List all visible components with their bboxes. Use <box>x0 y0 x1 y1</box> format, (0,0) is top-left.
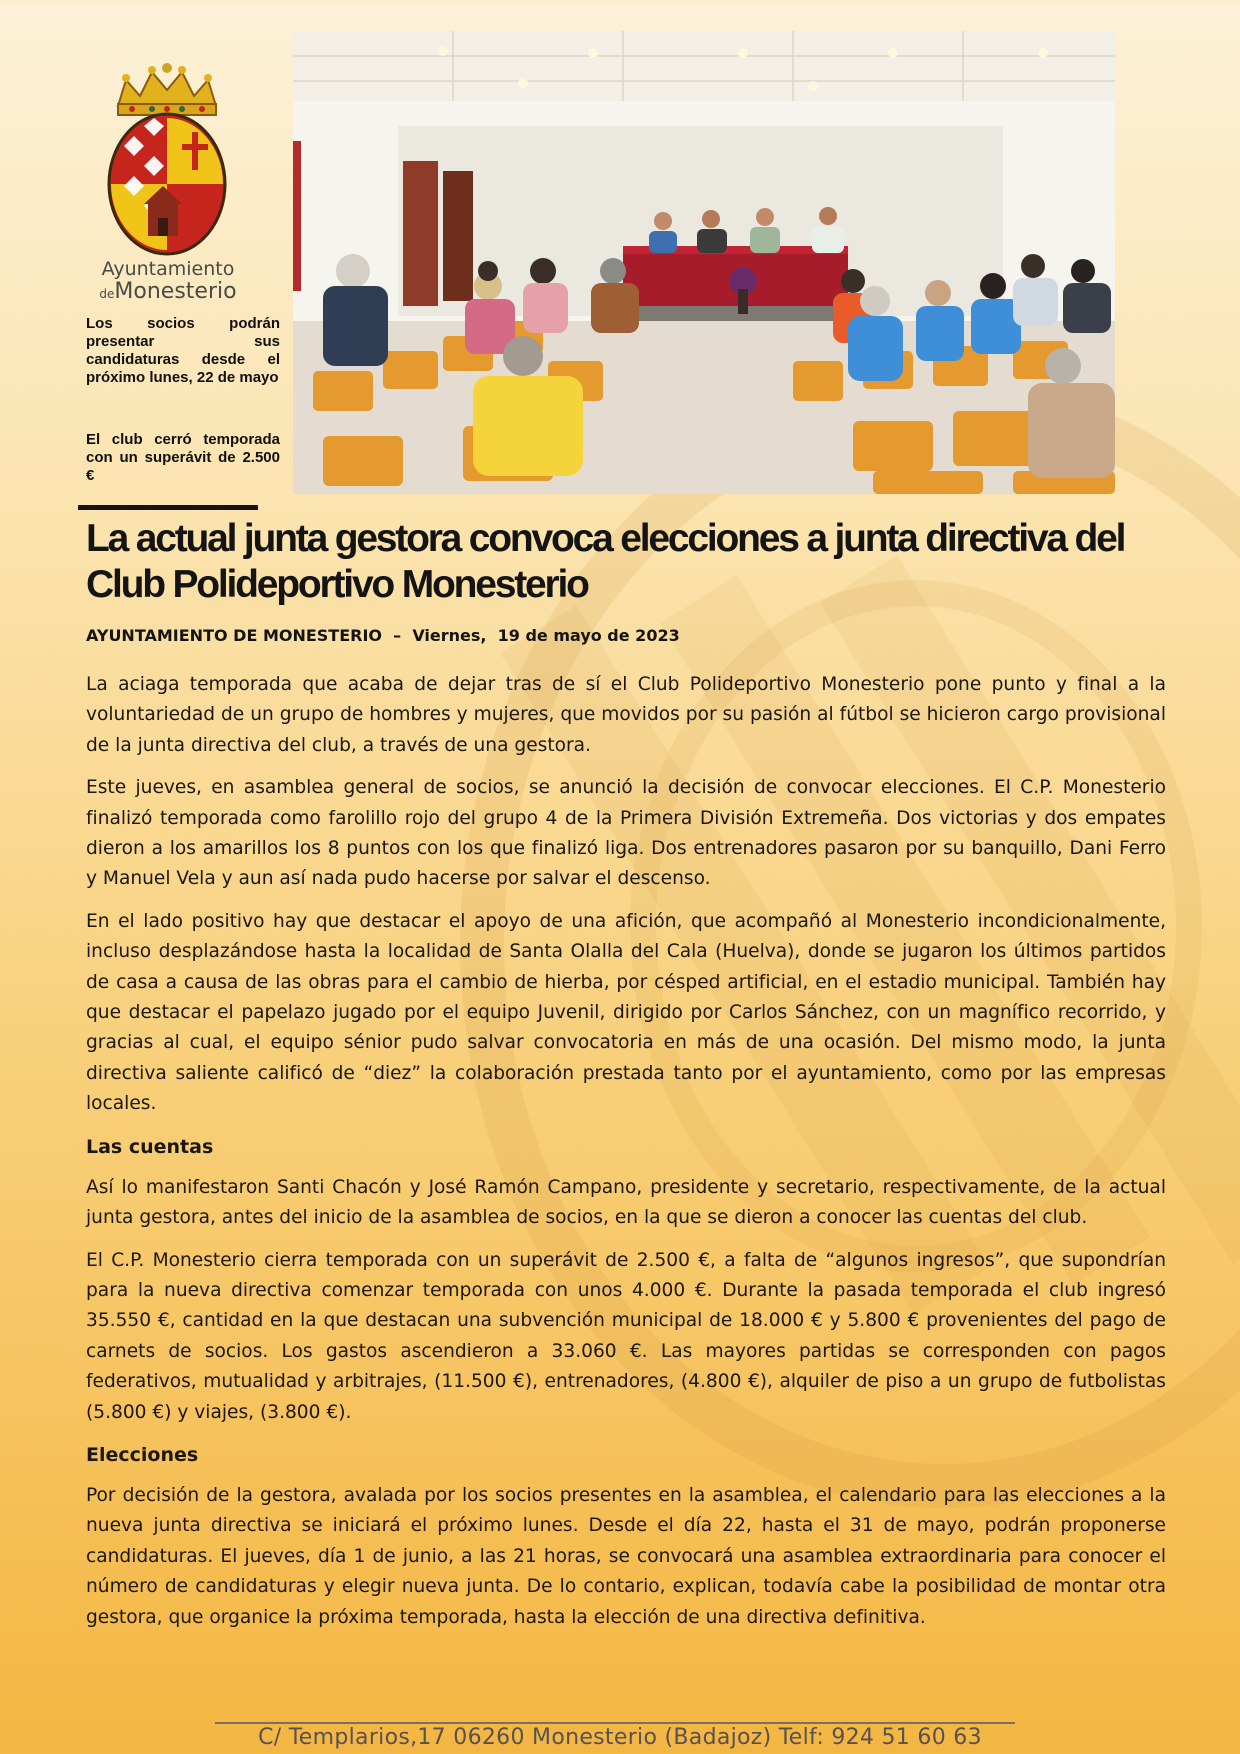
municipality-name <box>78 260 258 303</box>
municipality-name-line2: Monesterio <box>114 278 237 304</box>
article-paragraph: Este jueves, en asamblea general de socios, se anunció la decisión de convocar elecciones. El C.P. Monesterio finalizó temporada como farolillo rojo del grupo 4 de la Primera División Extremeña. Dos victorias y dos empates dieron a los amarillos los 8 puntos con los que finalizó liga. Dos entrenadores pasaron por su banquillo, Dani Ferro y Manuel Vela y aun así nada pudo hacerse por salvar el descenso. <box>86 777 1166 890</box>
article-paragraph: Por decisión de la gestora, avalada por los socios presentes en la asamblea, el calendario para las elecciones a la nueva junta directiva se iniciará el próximo lunes. Desde el día 22, hasta el 31 de mayo, podrán proponerse candidaturas. El jueves, día 1 de junio, a las 21 horas, se convocará una asamblea extraordinaria para conocer el número de candidaturas y elegir nueva junta. De lo contario, explican, todavía cabe la posibilidad de montar otra gestora, que organice la próxima temporada, hasta la elección de una directiva definitiva. <box>86 1484 1166 1628</box>
article-body <box>86 670 1166 1645</box>
footer-divider <box>215 1722 1015 1724</box>
section-divider-rule <box>78 505 258 510</box>
byline-source: AYUNTAMIENTO DE MONESTERIO <box>86 626 383 645</box>
subheading-las-cuentas: Las cuentas <box>86 1135 214 1158</box>
byline-date: Viernes, 19 de mayo de 2023 <box>412 626 680 645</box>
municipality-name-de: de <box>99 286 115 301</box>
footer-address: C/ Templarios,17 06260 Monesterio (Badajoz) Telf: 924 51 60 63 <box>258 1725 982 1750</box>
subheading-elecciones: Elecciones <box>86 1443 199 1466</box>
municipal-coat-of-arms-logo <box>96 62 238 262</box>
sidebar-note-superavit: El club cerró temporada con un superávit de 2.500 € <box>86 431 280 484</box>
article-headline: La actual junta gestora convoca elecciones a junta directiva del Club Polideportivo Monesterio <box>86 517 1125 606</box>
byline-separator: – <box>393 626 402 645</box>
sidebar-note-candidaturas: Los socios podrán presentar sus candidaturas desde el próximo lunes, 22 de mayo <box>86 315 280 386</box>
article-paragraph: En el lado positivo hay que destacar el apoyo de una afición, que acompañó al Monesterio incondicionalmente, incluso desplazándose hasta la localidad de Santa Olalla del Cala (Huelva), donde se jugaron los últimos partidos de casa a causa de las obras para el cambio de hierba, por césped artificial, en el estadio municipal. También hay que destacar el papelazo jugado por el equipo Juvenil, dirigido por Carlos Sánchez, con un magnífico recorrido, y gracias al cual, el equipo sénior pudo salvar convocatoria en más de una ocasión. Del mismo modo, la junta directiva saliente calificó de “diez” la colaboración prestada tanto por el ayuntamiento, como por las empresas locales. <box>86 910 1166 1115</box>
article-paragraph: El C.P. Monesterio cierra temporada con un superávit de 2.500 €, a falta de “algunos ingresos”, que supondrían para la nueva directiva comenzar temporada con unos 4.000 €. Durante la pasada temporada el club ingresó 35.550 €, cantidad en la que destacan una subvención municipal de 18.000 € y 5.800 € provenientes del pago de carnets de socios. Los gastos ascendieron a 33.060 €. Las mayores partidas se corresponden con pagos federativos, mutualidad y arbitrajes, (11.500 €), entrenadores, (4.800 €), alquiler de piso a un grupo de futbolistas (5.800 €) y viajes, (3.800 €). <box>86 1249 1166 1423</box>
assembly-meeting-photo <box>293 31 1115 494</box>
article-paragraph: La aciaga temporada que acaba de dejar tras de sí el Club Polideportivo Monesterio pone punto y final a la voluntariedad de un grupo de hombres y mujeres, que movidos por su pasión al fútbol se hicieron cargo provisional de la junta directiva del club, a través de una gestora. <box>86 674 1166 756</box>
article-byline <box>86 626 680 645</box>
municipality-name-line1: Ayuntamiento <box>101 258 235 280</box>
article-paragraph: Así lo manifestaron Santi Chacón y José Ramón Campano, presidente y secretario, respectivamente, de la actual junta gestora, antes del inicio de la asamblea de socios, en la que se dieron a conocer las cuentas del club. <box>86 1176 1166 1229</box>
